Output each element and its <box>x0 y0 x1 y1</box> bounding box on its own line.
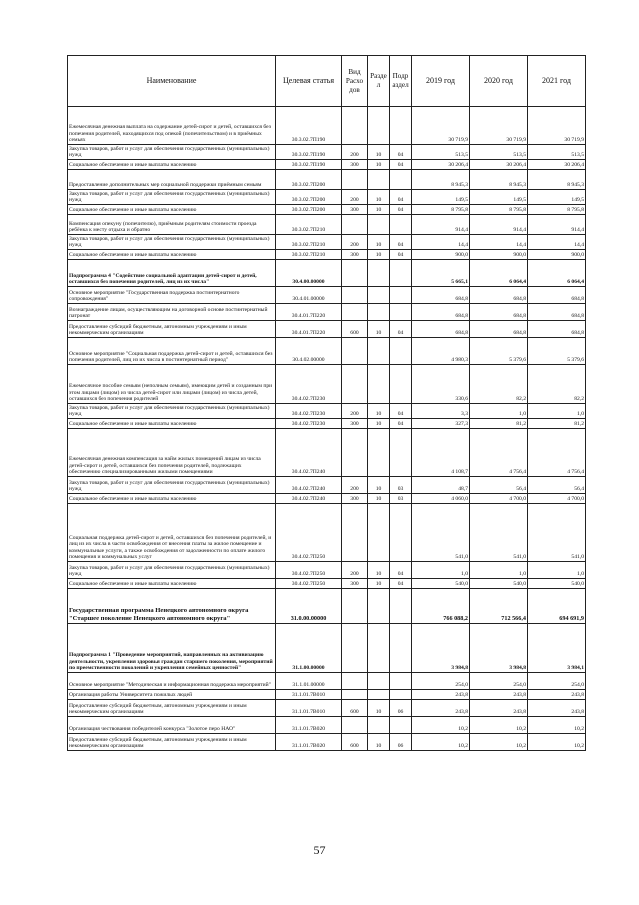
table-row <box>68 321 586 338</box>
table-row <box>68 250 586 260</box>
header-2020: 2020 год <box>470 56 528 107</box>
row-section <box>368 170 390 190</box>
row-section: 10 <box>368 145 390 160</box>
row-expense-type: 200 <box>342 562 368 579</box>
row-section <box>368 260 390 287</box>
row-value-2020: 513,5 <box>470 145 528 160</box>
row-value-2020: 1,0 <box>470 562 528 579</box>
row-subsection <box>390 107 412 145</box>
row-value-2020: 14,4 <box>470 235 528 250</box>
row-value-2021: 8 795,8 <box>528 205 586 215</box>
row-subsection: 04 <box>390 190 412 205</box>
row-value-2021: 4 700,0 <box>528 494 586 504</box>
row-target-code: 31.1.00.00000 <box>276 624 342 673</box>
row-target-code: 31.1.01.7В020 <box>276 717 342 734</box>
row-value-2019: 254,0 <box>412 673 470 690</box>
row-value-2020: 10,2 <box>470 717 528 734</box>
table-row <box>68 700 586 717</box>
row-expense-type: 300 <box>342 205 368 215</box>
row-value-2019: 541,0 <box>412 504 470 562</box>
row-value-2019: 4 980,3 <box>412 338 470 365</box>
row-expense-type <box>342 673 368 690</box>
row-value-2020: 540,0 <box>470 579 528 589</box>
row-target-code: 31.1.01.7В010 <box>276 690 342 700</box>
row-value-2020: 56,4 <box>470 477 528 494</box>
row-value-2019: 30 206,4 <box>412 160 470 170</box>
row-name: Закупка товаров, работ и услуг для обеспечения государственных (муниципальных) нужд <box>68 562 276 579</box>
row-value-2021: 30 719,9 <box>528 107 586 145</box>
row-subsection <box>390 504 412 562</box>
row-target-code: 30.3.02.7П200 <box>276 170 342 190</box>
row-expense-type <box>342 338 368 365</box>
row-expense-type: 200 <box>342 190 368 205</box>
row-section <box>368 624 390 673</box>
row-value-2021: 541,0 <box>528 504 586 562</box>
row-expense-type <box>342 170 368 190</box>
table-row <box>68 589 586 624</box>
table-row <box>68 429 586 477</box>
row-subsection <box>390 170 412 190</box>
row-value-2021: 900,0 <box>528 250 586 260</box>
row-section: 10 <box>368 160 390 170</box>
row-name: Социальное обеспечение и иные выплаты населению <box>68 205 276 215</box>
row-section: 10 <box>368 419 390 429</box>
row-target-code: 30.4.02.7П240 <box>276 429 342 477</box>
row-name: Государственная программа Ненецкого автономного округа "Старшее поколение Ненецкого автономного округа" <box>68 589 276 624</box>
row-value-2020: 81,2 <box>470 419 528 429</box>
row-section: 10 <box>368 205 390 215</box>
row-value-2021: 684,8 <box>528 287 586 304</box>
row-expense-type <box>342 504 368 562</box>
row-expense-type: 300 <box>342 250 368 260</box>
row-value-2020: 82,2 <box>470 365 528 404</box>
header-subsection: Подр аздел <box>390 56 412 107</box>
row-value-2019: 766 088,2 <box>412 589 470 624</box>
header-section: Разде л <box>368 56 390 107</box>
row-value-2020: 10,2 <box>470 734 528 751</box>
row-target-code: 30.4.01.7П220 <box>276 321 342 338</box>
row-expense-type <box>342 304 368 321</box>
row-name: Предоставление субсидий бюджетным, автономным учреждениям и иным некоммерческим организациям <box>68 734 276 751</box>
budget-table <box>67 55 586 751</box>
row-value-2021: 81,2 <box>528 419 586 429</box>
row-name: Закупка товаров, работ и услуг для обеспечения государственных (муниципальных) нужд <box>68 477 276 494</box>
row-subsection: 04 <box>390 321 412 338</box>
row-value-2020: 4 756,4 <box>470 429 528 477</box>
row-value-2020: 149,5 <box>470 190 528 205</box>
row-value-2019: 914,4 <box>412 215 470 235</box>
row-section <box>368 215 390 235</box>
row-value-2020: 684,8 <box>470 287 528 304</box>
row-name: Социальное обеспечение и иные выплаты населению <box>68 419 276 429</box>
table-row <box>68 734 586 751</box>
table-row <box>68 624 586 673</box>
row-target-code: 30.4.01.00000 <box>276 287 342 304</box>
row-name: Социальное обеспечение и иные выплаты населению <box>68 494 276 504</box>
row-subsection <box>390 365 412 404</box>
row-target-code: 30.3.02.7П200 <box>276 205 342 215</box>
row-expense-type: 300 <box>342 494 368 504</box>
row-section <box>368 589 390 624</box>
row-subsection: 04 <box>390 404 412 419</box>
row-name: Компенсация опекуну (попечителю), приёмным родителям стоимости проезда ребёнка к месту отдыха и обратно <box>68 215 276 235</box>
row-expense-type: 300 <box>342 160 368 170</box>
table-row <box>68 504 586 562</box>
row-name: Основное мероприятие "Методическая и информационная поддержка мероприятий" <box>68 673 276 690</box>
row-value-2019: 30 719,9 <box>412 107 470 145</box>
row-subsection: 04 <box>390 579 412 589</box>
row-target-code: 31.0.00.00000 <box>276 589 342 624</box>
row-section <box>368 287 390 304</box>
row-value-2020: 254,0 <box>470 673 528 690</box>
table-row <box>68 717 586 734</box>
row-target-code: 30.4.02.7П250 <box>276 562 342 579</box>
row-value-2019: 14,4 <box>412 235 470 250</box>
budget-table-container <box>67 55 585 751</box>
row-value-2020: 8 795,8 <box>470 205 528 215</box>
row-subsection: 04 <box>390 250 412 260</box>
row-subsection: 03 <box>390 494 412 504</box>
header-2021: 2021 год <box>528 56 586 107</box>
row-value-2019: 5 665,1 <box>412 260 470 287</box>
row-value-2019: 330,6 <box>412 365 470 404</box>
row-value-2019: 243,8 <box>412 700 470 717</box>
row-value-2021: 1,0 <box>528 562 586 579</box>
row-expense-type: 200 <box>342 477 368 494</box>
table-row <box>68 494 586 504</box>
row-expense-type <box>342 429 368 477</box>
row-section <box>368 504 390 562</box>
row-name: Закупка товаров, работ и услуг для обеспечения государственных (муниципальных) нужд <box>68 145 276 160</box>
row-expense-type <box>342 365 368 404</box>
row-value-2020: 3 984,8 <box>470 624 528 673</box>
row-section: 10 <box>368 700 390 717</box>
row-target-code: 31.1.01.7В010 <box>276 700 342 717</box>
row-section <box>368 429 390 477</box>
row-value-2021: 14,4 <box>528 235 586 250</box>
row-value-2019: 540,0 <box>412 579 470 589</box>
row-value-2019: 10,2 <box>412 717 470 734</box>
row-expense-type <box>342 107 368 145</box>
row-value-2019: 3,3 <box>412 404 470 419</box>
row-target-code: 30.4.02.7П240 <box>276 494 342 504</box>
row-target-code: 30.4.02.7П230 <box>276 365 342 404</box>
table-row <box>68 477 586 494</box>
table-row <box>68 260 586 287</box>
row-value-2020: 684,8 <box>470 321 528 338</box>
row-section <box>368 338 390 365</box>
row-name: Социальная поддержка детей-сирот и детей, оставшихся без попечения родителей, и лиц из их числа в части освобождения от внесения платы за жилое помещение и коммунальные услуги, а также освобождения от задолженности по оплате жилого помещения и коммунальных услуг <box>68 504 276 562</box>
row-subsection <box>390 304 412 321</box>
row-subsection <box>390 589 412 624</box>
row-value-2021: 4 756,4 <box>528 429 586 477</box>
row-target-code: 30.3.02.7П190 <box>276 160 342 170</box>
row-name: Подпрограмма 1 "Проведение мероприятий, направленных на активизацию деятельности, укрепления здоровья граждан старшего поколения, мероприятий по преемственности поколений и укрепления семейных ценностей" <box>68 624 276 673</box>
row-target-code: 30.3.02.7П210 <box>276 215 342 235</box>
table-row <box>68 235 586 250</box>
row-value-2019: 684,8 <box>412 304 470 321</box>
table-row <box>68 365 586 404</box>
row-name: Подпрограмма 4 "Содействие социальной адаптации детей-сирот и детей, оставшихся без попечения родителей, лиц из их числа" <box>68 260 276 287</box>
row-value-2021: 540,0 <box>528 579 586 589</box>
row-name: Ежемесячное пособие семьям (неполным семьям), имеющим детей и созданным при этом лицами (лицом) из числа детей-сирот или лицами (лицом) из числа детей, оставшихся без попечения родителей <box>68 365 276 404</box>
row-expense-type: 600 <box>342 321 368 338</box>
row-expense-type <box>342 690 368 700</box>
row-value-2019: 1,0 <box>412 562 470 579</box>
row-subsection: 04 <box>390 160 412 170</box>
table-row <box>68 690 586 700</box>
row-section: 10 <box>368 250 390 260</box>
row-value-2021: 10,2 <box>528 734 586 751</box>
table-row <box>68 190 586 205</box>
row-value-2021: 3 984,1 <box>528 624 586 673</box>
row-name: Предоставление субсидий бюджетным, автономным учреждениям и иным некоммерческим организациям <box>68 700 276 717</box>
row-section <box>368 304 390 321</box>
header-expense-type: Вид Расхо дов <box>342 56 368 107</box>
row-subsection <box>390 260 412 287</box>
row-expense-type: 300 <box>342 579 368 589</box>
row-value-2021: 1,0 <box>528 404 586 419</box>
table-row <box>68 304 586 321</box>
row-value-2021: 82,2 <box>528 365 586 404</box>
page-number: 57 <box>313 843 326 857</box>
row-subsection: 04 <box>390 419 412 429</box>
row-value-2019: 513,5 <box>412 145 470 160</box>
table-row <box>68 338 586 365</box>
row-value-2020: 4 700,0 <box>470 494 528 504</box>
row-section: 10 <box>368 562 390 579</box>
row-expense-type <box>342 215 368 235</box>
table-row <box>68 160 586 170</box>
row-value-2020: 541,0 <box>470 504 528 562</box>
row-value-2021: 513,5 <box>528 145 586 160</box>
row-subsection: 04 <box>390 205 412 215</box>
row-value-2021: 694 691,9 <box>528 589 586 624</box>
row-value-2021: 8 945,3 <box>528 170 586 190</box>
row-value-2021: 684,8 <box>528 321 586 338</box>
row-name: Организация чествования победителей конкурса "Золотое перо НАО" <box>68 717 276 734</box>
row-name: Закупка товаров, работ и услуг для обеспечения государственных (муниципальных) нужд <box>68 235 276 250</box>
row-target-code: 30.3.02.7П190 <box>276 145 342 160</box>
row-target-code: 30.3.02.7П210 <box>276 250 342 260</box>
row-section: 10 <box>368 734 390 751</box>
row-section <box>368 717 390 734</box>
row-target-code: 31.1.01.00000 <box>276 673 342 690</box>
row-section <box>368 690 390 700</box>
row-section: 10 <box>368 404 390 419</box>
row-target-code: 30.4.02.7П250 <box>276 504 342 562</box>
row-value-2020: 914,4 <box>470 215 528 235</box>
row-value-2019: 900,0 <box>412 250 470 260</box>
row-target-code: 30.4.02.7П240 <box>276 477 342 494</box>
row-subsection <box>390 429 412 477</box>
row-section: 10 <box>368 477 390 494</box>
row-section: 10 <box>368 190 390 205</box>
row-subsection <box>390 287 412 304</box>
table-row <box>68 205 586 215</box>
row-value-2021: 684,8 <box>528 304 586 321</box>
row-value-2021: 6 064,4 <box>528 260 586 287</box>
row-value-2019: 684,8 <box>412 321 470 338</box>
row-value-2021: 243,8 <box>528 700 586 717</box>
row-value-2020: 30 719,9 <box>470 107 528 145</box>
row-section <box>368 673 390 690</box>
row-value-2019: 327,3 <box>412 419 470 429</box>
row-value-2019: 4 108,7 <box>412 429 470 477</box>
row-name: Ежемесячная денежная выплата на содержание детей-сирот и детей, оставшихся без попечения родителей, находящихся под опекой (попечительством) и в приёмных семьях <box>68 107 276 145</box>
row-value-2020: 30 206,4 <box>470 160 528 170</box>
table-row <box>68 673 586 690</box>
row-value-2019: 684,8 <box>412 287 470 304</box>
row-value-2019: 4 060,0 <box>412 494 470 504</box>
row-expense-type <box>342 260 368 287</box>
row-value-2020: 1,0 <box>470 404 528 419</box>
row-subsection <box>390 338 412 365</box>
row-value-2020: 243,8 <box>470 690 528 700</box>
row-target-code: 30.4.02.7П230 <box>276 419 342 429</box>
row-expense-type <box>342 287 368 304</box>
table-header-row <box>68 56 586 107</box>
row-value-2020: 900,0 <box>470 250 528 260</box>
row-target-code: 31.1.01.7В020 <box>276 734 342 751</box>
row-value-2020: 684,8 <box>470 304 528 321</box>
header-target: Целевая статья <box>276 56 342 107</box>
row-target-code: 30.3.02.7П200 <box>276 190 342 205</box>
row-expense-type: 300 <box>342 419 368 429</box>
row-name: Ежемесячная денежная компенсация за найм жилых помещений лицам из числа детей-сирот и детей, оставшихся без попечения родителей, подлежащих обеспечению специализированными жилыми помещениями <box>68 429 276 477</box>
table-row <box>68 579 586 589</box>
row-value-2019: 48,7 <box>412 477 470 494</box>
row-subsection: 06 <box>390 734 412 751</box>
row-name: Социальное обеспечение и иные выплаты населению <box>68 250 276 260</box>
row-expense-type <box>342 589 368 624</box>
row-expense-type: 600 <box>342 700 368 717</box>
row-target-code: 30.3.02.7П210 <box>276 235 342 250</box>
row-name: Основное мероприятие "Социальная поддержка детей-сирот и детей, оставшихся без попечения родителей, лиц из их числа в постинтернатный период" <box>68 338 276 365</box>
row-value-2019: 149,5 <box>412 190 470 205</box>
row-name: Закупка товаров, работ и услуг для обеспечения государственных (муниципальных) нужд <box>68 190 276 205</box>
row-name: Вознаграждение лицам, осуществляющим на договорной основе постинтернатный патронат <box>68 304 276 321</box>
row-value-2019: 243,8 <box>412 690 470 700</box>
row-expense-type: 200 <box>342 235 368 250</box>
row-value-2019: 10,2 <box>412 734 470 751</box>
table-row <box>68 419 586 429</box>
row-value-2019: 8 795,8 <box>412 205 470 215</box>
row-subsection <box>390 624 412 673</box>
header-2019: 2019 год <box>412 56 470 107</box>
row-subsection: 04 <box>390 562 412 579</box>
row-subsection: 06 <box>390 700 412 717</box>
row-name: Предоставление субсидий бюджетным, автономным учреждениям и иным некоммерческим организациям <box>68 321 276 338</box>
row-target-code: 30.4.02.00000 <box>276 338 342 365</box>
row-target-code: 30.4.00.00000 <box>276 260 342 287</box>
row-value-2020: 712 566,4 <box>470 589 528 624</box>
row-value-2020: 5 379,6 <box>470 338 528 365</box>
row-subsection: 03 <box>390 477 412 494</box>
table-row <box>68 287 586 304</box>
row-subsection <box>390 717 412 734</box>
row-value-2020: 243,8 <box>470 700 528 717</box>
row-value-2020: 6 064,4 <box>470 260 528 287</box>
row-expense-type <box>342 717 368 734</box>
table-row <box>68 170 586 190</box>
row-section: 10 <box>368 321 390 338</box>
table-row <box>68 107 586 145</box>
row-value-2021: 149,5 <box>528 190 586 205</box>
row-value-2019: 3 984,8 <box>412 624 470 673</box>
row-target-code: 30.4.02.7П250 <box>276 579 342 589</box>
row-value-2021: 30 206,4 <box>528 160 586 170</box>
row-name: Закупка товаров, работ и услуг для обеспечения государственных (муниципальных) нужд <box>68 404 276 419</box>
table-row <box>68 145 586 160</box>
row-name: Основное мероприятие "Государственная поддержка постинтернатного сопровождения" <box>68 287 276 304</box>
row-value-2019: 8 945,3 <box>412 170 470 190</box>
row-value-2021: 5 379,6 <box>528 338 586 365</box>
row-name: Социальное обеспечение и иные выплаты населению <box>68 579 276 589</box>
row-target-code: 30.4.02.7П230 <box>276 404 342 419</box>
table-row <box>68 562 586 579</box>
row-section <box>368 365 390 404</box>
row-subsection <box>390 673 412 690</box>
row-subsection <box>390 690 412 700</box>
table-row <box>68 215 586 235</box>
row-section <box>368 107 390 145</box>
row-target-code: 30.4.01.7П220 <box>276 304 342 321</box>
row-value-2021: 914,4 <box>528 215 586 235</box>
row-name: Предоставление дополнительных мер социальной поддержки приёмным семьям <box>68 170 276 190</box>
row-expense-type: 200 <box>342 404 368 419</box>
row-value-2020: 8 945,3 <box>470 170 528 190</box>
row-value-2021: 10,2 <box>528 717 586 734</box>
row-expense-type: 600 <box>342 734 368 751</box>
row-section: 10 <box>368 494 390 504</box>
row-section: 10 <box>368 235 390 250</box>
row-subsection: 04 <box>390 145 412 160</box>
table-body <box>68 107 586 751</box>
row-name: Организация работы Университета пожилых людей <box>68 690 276 700</box>
header-name: Наименование <box>68 56 276 107</box>
row-name: Социальное обеспечение и иные выплаты населению <box>68 160 276 170</box>
table-row <box>68 404 586 419</box>
row-subsection <box>390 215 412 235</box>
row-expense-type: 200 <box>342 145 368 160</box>
row-target-code: 30.3.02.7П190 <box>276 107 342 145</box>
row-expense-type <box>342 624 368 673</box>
row-value-2021: 56,4 <box>528 477 586 494</box>
row-value-2021: 243,8 <box>528 690 586 700</box>
row-section: 10 <box>368 579 390 589</box>
row-value-2021: 254,0 <box>528 673 586 690</box>
row-subsection: 04 <box>390 235 412 250</box>
